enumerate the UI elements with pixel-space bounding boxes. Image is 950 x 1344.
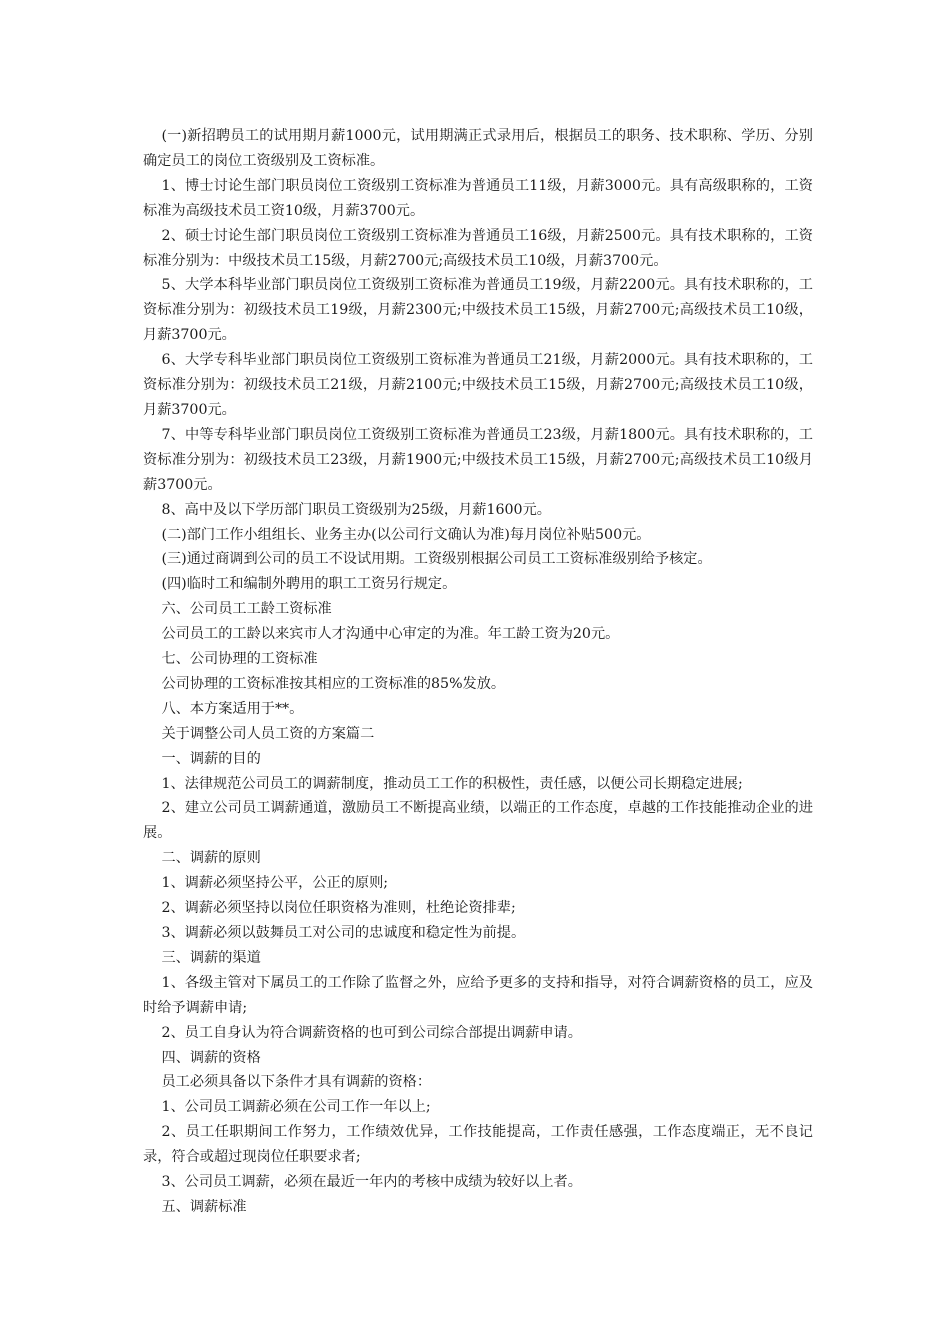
section-title-part-two: 关于调整公司人员工资的方案篇二 <box>161 725 375 742</box>
paragraph-high-school-salary: 8、高中及以下学历部门职员工资级别为25级，月薪1600元。 <box>161 501 551 518</box>
paragraph-temporary-staff: (四)临时工和编制外聘用的职工工资另行规定。 <box>161 576 457 593</box>
document-body <box>143 124 813 1220</box>
paragraph-seniority-pay: 公司员工的工龄以来宾市人才沟通中心审定的为准。年工龄工资为20元。 <box>161 626 620 643</box>
paragraph-team-leader-allowance: (二)部门工作小组组长、业务主办(以公司行文确认为准)每月岗位补贴500元。 <box>161 526 651 543</box>
paragraph-college-salary: 6、大学专科毕业部门职员岗位工资级别工资标准为普通员工21级，月薪2000元。具有技术职称的，工资标准分别为：初级技术员工21级，月薪2100元;中级技术员工15级，月薪2700元;高级技术员工10级，月薪3700元。 <box>143 352 813 418</box>
heading-adjustment-principles: 二、调薪的原则 <box>161 850 261 867</box>
heading-seniority-pay: 六、公司员工工龄工资标准 <box>161 601 332 618</box>
paragraph-eligibility-intro: 员工必须具备以下条件才具有调薪的资格： <box>161 1074 432 1091</box>
paragraph-transfer-staff: (三)通过商调到公司的员工不设试用期。工资级别根据公司员工工资标准级别给予核定。 <box>161 551 712 568</box>
paragraph-purpose-1: 1、法律规范公司员工的调薪制度，推动员工工作的积极性，责任感，以便公司长期稳定进展; <box>161 775 743 792</box>
paragraph-eligibility-1: 1、公司员工调薪必须在公司工作一年以上; <box>161 1099 431 1116</box>
paragraph-principle-3: 3、调薪必须以鼓舞员工对公司的忠诚度和稳定性为前提。 <box>161 925 526 941</box>
paragraph-purpose-2: 2、建立公司员工调薪通道，激励员工不断提高业绩，以端正的工作态度，卓越的工作技能推动企业的进展。 <box>143 800 813 842</box>
paragraph-eligibility-2: 2、员工任职期间工作努力，工作绩效优异，工作技能提高，工作责任感强，工作态度端正，无不良记录，符合或超过现岗位任职要求者; <box>143 1124 813 1166</box>
heading-adjustment-eligibility: 四、调薪的资格 <box>161 1049 261 1066</box>
heading-adjustment-purpose: 一、调薪的目的 <box>161 750 261 767</box>
paragraph-channel-1: 1、各级主管对下属员工的工作除了监督之外，应给予更多的支持和指导，对符合调薪资格的员工，应及时给予调薪申请; <box>143 974 813 1016</box>
paragraph-technical-school-salary: 7、中等专科毕业部门职员岗位工资级别工资标准为普通员工23级，月薪1800元。具有技术职称的，工资标准分别为：初级技术员工23级，月薪1900元;中级技术员工15级，月薪2700元;高级技术员工10级月薪3700元。 <box>143 426 813 493</box>
paragraph-master-salary: 2、硕士讨论生部门职员岗位工资级别工资标准为普通员工16级，月薪2500元。具有技术职称的，工资标准分别为：中级技术员工15级，月薪2700元;高级技术员工10级，月薪3700元。 <box>143 227 813 269</box>
paragraph-scope: 八、本方案适用于**。 <box>161 700 304 717</box>
paragraph-doctoral-salary: 1、博士讨论生部门职员岗位工资级别工资标准为普通员工11级，月薪3000元。具有高级职称的，工资标准为高级技术员工资10级，月薪3700元。 <box>143 177 813 219</box>
heading-adjustment-channels: 三、调薪的渠道 <box>161 949 261 966</box>
heading-assistant-pay: 七、公司协理的工资标准 <box>161 651 318 668</box>
paragraph-principle-1: 1、调薪必须坚持公平，公正的原则; <box>161 875 389 892</box>
heading-adjustment-standards: 五、调薪标准 <box>161 1198 247 1215</box>
paragraph-eligibility-3: 3、公司员工调薪，必须在最近一年内的考核中成绩为较好以上者。 <box>161 1174 582 1191</box>
paragraph-bachelor-salary: 5、大学本科毕业部门职员岗位工资级别工资标准为普通员工19级，月薪2200元。具有技术职称的，工资标准分别为：初级技术员工19级，月薪2300元;中级技术员工15级，月薪2700元;高级技术员工10级，月薪3700元。 <box>143 277 813 344</box>
paragraph-assistant-pay: 公司协理的工资标准按其相应的工资标准的85%发放。 <box>161 675 506 692</box>
paragraph-probation-salary: (一)新招聘员工的试用期月薪1000元，试用期满正式录用后，根据员工的职务、技术职称、学历、分别确定员工的岗位工资级别及工资标准。 <box>143 128 813 169</box>
paragraph-principle-2: 2、调薪必须坚持以岗位任职资格为准则，杜绝论资排辈; <box>161 900 516 917</box>
paragraph-channel-2: 2、员工自身认为符合调薪资格的也可到公司综合部提出调薪申请。 <box>161 1024 582 1041</box>
